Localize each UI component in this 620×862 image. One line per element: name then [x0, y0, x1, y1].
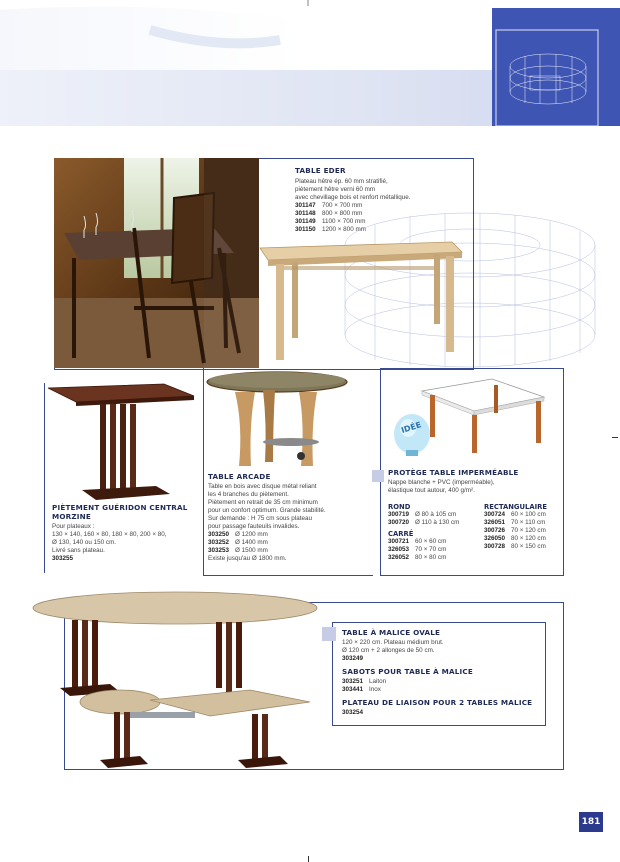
protege-col-left [388, 503, 483, 562]
morzine-text-block [52, 503, 197, 563]
rond-label: ROND [388, 503, 411, 511]
item-code: 300720 [388, 519, 410, 526]
item-code: 301148 [295, 210, 316, 217]
item-size: 70 × 110 cm [511, 519, 546, 526]
item-code: 326053 [388, 546, 410, 553]
carre-label: CARRÉ [388, 530, 414, 538]
item-size: Laiton [369, 678, 387, 685]
crop-mark [612, 437, 618, 438]
page-number: 181 [581, 817, 601, 827]
crop-mark [308, 856, 309, 862]
page-number-badge [579, 812, 603, 832]
item-code: 326050 [484, 535, 506, 542]
item-size: Inox [369, 686, 381, 693]
eder-item [295, 202, 470, 210]
eder-photo [54, 158, 259, 368]
arcade-desc-4: pour un confort optimum. Grande stabilité. [208, 507, 326, 514]
item-code: 300728 [484, 543, 506, 550]
morzine-desc-4: Livré sans plateau. [52, 547, 105, 554]
item-size: 80 × 120 cm [511, 535, 546, 542]
sabots-item [342, 686, 547, 694]
plateau-code [342, 709, 547, 717]
morzine-desc-1: Pour plateaux : [52, 523, 95, 530]
morzine-desc-2: 130 × 140, 160 × 80, 180 × 80, 200 × 80, [52, 531, 167, 538]
header-banner [0, 0, 620, 135]
arcade-item [208, 539, 373, 547]
header-graphic [0, 0, 620, 135]
eder-item [295, 218, 470, 226]
rond-item [388, 511, 483, 519]
eder-item [295, 226, 470, 234]
rond-item [388, 519, 483, 527]
rect-item [484, 543, 564, 551]
arcade-item [208, 547, 373, 555]
arcade-frame [203, 368, 204, 576]
item-size: 80 × 80 cm [415, 554, 447, 561]
carre-item [388, 554, 483, 562]
item-code: 303250 [208, 531, 230, 538]
morzine-desc-3: Ø 130, 140 ou 150 cm. [52, 539, 117, 546]
item-size: Ø 80 à 105 cm [415, 511, 457, 518]
sabots-item [342, 678, 547, 686]
carre-item [388, 538, 483, 546]
protege-desc-1: Nappe blanche + PVC (imperméable), [388, 479, 495, 486]
arcade-frame-bottom [203, 575, 373, 576]
item-code: 301147 [295, 202, 316, 209]
item-code: 303249 [342, 655, 364, 662]
morzine-code [52, 555, 197, 563]
idea-badge: IDÉE [400, 420, 423, 436]
rect-item [484, 519, 564, 527]
rect-item [484, 527, 564, 535]
malice-title: TABLE À MALICE OVALE [342, 628, 441, 637]
item-size: Ø 1400 mm [235, 539, 268, 546]
morzine-table-image [46, 382, 196, 502]
sabots-title: SABOTS POUR TABLE À MALICE [342, 667, 473, 676]
eder-desc-1: Plateau hêtre ép. 60 mm stratifié, [295, 178, 388, 185]
eder-title: TABLE EDER [295, 166, 346, 175]
eder-text-block [295, 166, 470, 234]
item-size: 70 × 120 cm [511, 527, 546, 534]
morzine-title-2: MORZINE [52, 512, 92, 521]
item-code: 303252 [208, 539, 230, 546]
malice-code [342, 655, 547, 663]
arcade-desc-1: Table en bois avec disque métal reliant [208, 483, 317, 490]
rect-label: RECTANGULAIRE [484, 503, 548, 511]
idea-lightbulb-icon [386, 410, 438, 458]
carre-item [388, 546, 483, 554]
arcade-desc-3: Piètement en retrait de 35 cm minimum [208, 499, 318, 506]
arcade-table-image [205, 370, 350, 470]
malice-table-image [30, 590, 330, 775]
item-code: 300719 [388, 511, 410, 518]
plateau-title: PLATEAU DE LIAISON POUR 2 TABLES MALICE [342, 698, 533, 707]
morzine-title-1: PIÈTEMENT GUÉRIDON CENTRAL [52, 503, 188, 512]
arcade-title: TABLE ARCADE [208, 472, 271, 481]
item-code: 300721 [388, 538, 410, 545]
protege-col-right [484, 503, 564, 551]
protege-title: PROTÈGE TABLE IMPERMÉABLE [388, 468, 519, 477]
malice-text-block [342, 628, 547, 717]
rect-item [484, 511, 564, 519]
item-size: 1200 × 800 mm [322, 226, 366, 233]
item-code: 300724 [484, 511, 506, 518]
item-code: 326051 [484, 519, 506, 526]
item-size: 60 × 100 cm [511, 511, 546, 518]
item-code: 303441 [342, 686, 364, 693]
rect-item [484, 535, 564, 543]
item-size: 70 × 70 cm [415, 546, 447, 553]
eder-desc-2: piètement hêtre verni 60 mm [295, 186, 376, 193]
item-code: 326052 [388, 554, 410, 561]
protege-text-block [388, 468, 563, 495]
malice-desc-1: 120 × 220 cm. Plateau médium brut. [342, 639, 444, 646]
item-code: 301150 [295, 226, 316, 233]
protege-desc-2: élastique tout autour, 400 g/m². [388, 487, 475, 494]
item-code: 303254 [342, 709, 364, 716]
item-size: Ø 1500 mm [235, 547, 268, 554]
item-size: 60 × 60 cm [415, 538, 447, 545]
arcade-item [208, 531, 373, 539]
item-size: Ø 1200 mm [235, 531, 268, 538]
arcade-note: Existe jusqu'au Ø 1800 mm. [208, 555, 287, 562]
item-size: 700 × 700 mm [322, 202, 363, 209]
item-code: 301149 [295, 218, 316, 225]
item-code: 303255 [52, 555, 74, 562]
item-size: 80 × 150 cm [511, 543, 546, 550]
arcade-desc-6: pour passage fauteuils invalides. [208, 523, 300, 530]
item-size: 1100 × 700 mm [322, 218, 366, 225]
arcade-desc-5: Sur demande : H 75 cm sous plateau [208, 515, 312, 522]
eder-table-image [252, 238, 464, 366]
eder-desc-3: avec chevillage bois et renfort métallique. [295, 194, 411, 201]
arcade-text-block [208, 472, 373, 563]
malice-tab [322, 627, 336, 641]
eder-item [295, 210, 470, 218]
item-code: 303253 [208, 547, 230, 554]
item-size: Ø 110 à 130 cm [415, 519, 460, 526]
arcade-desc-2: les 4 branches du piètement. [208, 491, 289, 498]
morzine-frame [44, 383, 45, 573]
item-code: 303251 [342, 678, 364, 685]
malice-desc-2: Ø 120 cm + 2 allonges de 50 cm. [342, 647, 435, 654]
item-code: 300726 [484, 527, 506, 534]
protege-tab [372, 470, 384, 482]
item-size: 800 × 800 mm [322, 210, 363, 217]
